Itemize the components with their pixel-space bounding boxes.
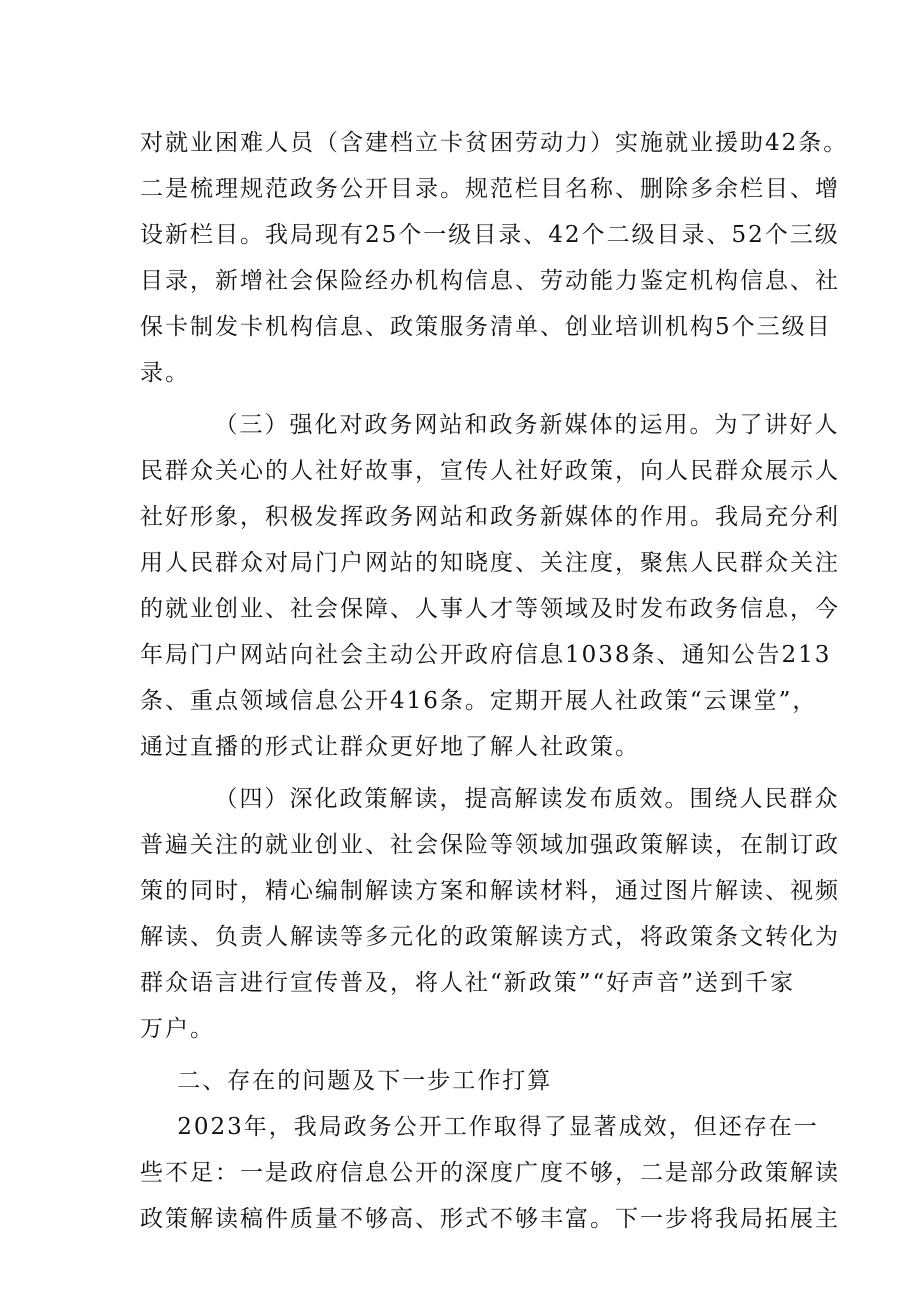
paragraph-policy-interpretation bbox=[140, 776, 840, 1052]
text-line: 保卡制发卡机构信息、政策服务清单、创业培训机构5个三级目 bbox=[140, 314, 832, 340]
text-line: 通过直播的形式让群众更好地了解人社政策。 bbox=[140, 734, 640, 760]
text-line: （四）深化政策解读，提高解读发布质效。围绕人民群众 bbox=[140, 786, 840, 812]
text-line: 2023年，我局政务公开工作取得了显著成效，但还存在一 bbox=[140, 1114, 819, 1140]
paragraph-employment-assistance bbox=[140, 120, 849, 396]
text-line: 对就业困难人员（含建档立卡贫困劳动力）实施就业援助42条。 bbox=[140, 130, 849, 156]
text-line: 条、重点领域信息公开416条。定期开展人社政策“云课堂”， bbox=[140, 688, 818, 714]
text-line: 民群众关心的人社好故事，宣传人社好政策，向人民群众展示人 bbox=[140, 458, 840, 484]
text-line: 社好形象，积极发挥政务网站和政务新媒体的作用。我局充分利 bbox=[140, 504, 840, 530]
text-line: 政策解读稿件质量不够高、形式不够丰富。下一步将我局拓展主 bbox=[140, 1206, 840, 1232]
document-body bbox=[140, 120, 849, 1242]
text-line: 目录，新增社会保险经办机构信息、劳动能力鉴定机构信息、社 bbox=[140, 268, 840, 294]
text-line: 些不足：一是政府信息公开的深度广度不够，二是部分政策解读 bbox=[140, 1160, 840, 1186]
text-line: 用人民群众对局门户网站的知晓度、关注度，聚焦人民群众关注 bbox=[140, 550, 840, 576]
text-line: 普遍关注的就业创业、社会保险等领域加强政策解读，在制订政 bbox=[140, 832, 840, 858]
text-line: 解读、负责人解读等多元化的政策解读方式，将政策条文转化为 bbox=[140, 924, 840, 950]
text-line: 录。 bbox=[140, 360, 190, 386]
text-line: 年局门户网站向社会主动公开政府信息1038条、通知公告213 bbox=[140, 642, 832, 668]
text-line: （三）强化对政务网站和政务新媒体的运用。为了讲好人 bbox=[140, 412, 840, 438]
section-heading: 二、存在的问题及下一步工作打算 bbox=[140, 1068, 553, 1094]
text-line: 策的同时，精心编制解读方案和解读材料，通过图片解读、视频 bbox=[140, 878, 840, 904]
text-line: 设新栏目。我局现有25个一级目录、42个二级目录、52个三级 bbox=[140, 222, 840, 248]
text-line: 群众语言进行宣传普及，将人社“新政策”“好声音”送到千家 bbox=[140, 970, 796, 996]
text-line: 的就业创业、社会保障、人事人才等领域及时发布政务信息，今 bbox=[140, 596, 840, 622]
paragraph-strengthen-websites bbox=[140, 402, 840, 770]
text-line: 万户。 bbox=[140, 1016, 215, 1042]
text-line: 二是梳理规范政务公开目录。规范栏目名称、删除多余栏目、增 bbox=[140, 176, 840, 202]
section-heading-problems-next-steps bbox=[140, 1058, 790, 1104]
paragraph-2023-summary bbox=[140, 1104, 840, 1242]
